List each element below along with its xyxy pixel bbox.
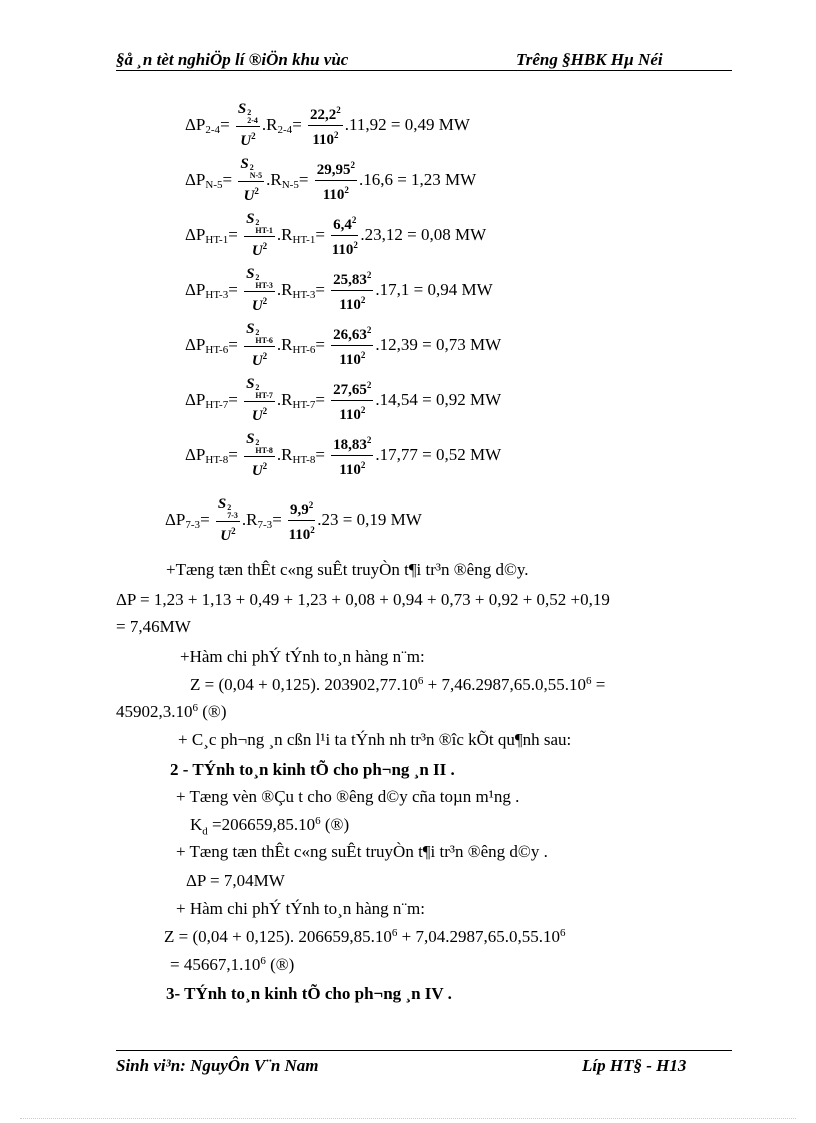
- loss-total-heading: +Tæng tæn thÊt c«ng suÊt truyÒn t¶i tr³n ®êng d©y.: [166, 560, 529, 579]
- eq-equals: =: [315, 225, 325, 244]
- eq-lhs: $\Delta P_{HT-6}$: [185, 334, 229, 356]
- eq-lhs: $\Delta P_{HT-7}$: [185, 389, 229, 411]
- eq-equals: =: [228, 280, 238, 299]
- value-fraction: $\frac{27,65^2}{110^2}$: [331, 376, 373, 424]
- eq-result: .23,12 = 0,08 MW: [360, 225, 487, 244]
- eq-lhs: $\Delta P_{HT-3}$: [185, 279, 229, 301]
- cost-formula-result-2: = $45667,1.10^6$ (®): [170, 955, 295, 974]
- loss-equation: [185, 155, 476, 205]
- loss-equation: [185, 100, 470, 150]
- power-fraction: S 2 HT-8 $U^2$: [246, 431, 273, 479]
- eq-lhs: $\Delta P_{N-5}$: [185, 169, 223, 191]
- loss-equation: [185, 265, 493, 315]
- eq-lhs: $\Delta P_{HT-1}$: [185, 224, 229, 246]
- power-fraction: S 2 HT-6 $U^2$: [246, 321, 273, 369]
- cost-function-heading: +Hàm chi phÝ tÝnh to¸n hàng n¨m:: [180, 647, 425, 666]
- page-bottom-border: [20, 1118, 796, 1119]
- loss-equation: [185, 430, 501, 480]
- eq-equals: =: [228, 390, 238, 409]
- eq-equals: =: [315, 280, 325, 299]
- eq-equals: =: [228, 335, 238, 354]
- footer-right: Líp HT§ - H13: [582, 1056, 687, 1075]
- eq-lhs: $\Delta P_{7-3}$: [165, 509, 201, 531]
- loss-sum-line: ΔP = 1,23 + 1,13 + 0,49 + 1,23 + 0,08 + 0,94 + 0,73 + 0,92 + 0,52 +0,19: [116, 590, 610, 609]
- eq-equals: =: [228, 225, 238, 244]
- investment-heading: + Tæng vèn ®Çu t cho ®êng d©y cña toµn m¹ng .: [176, 787, 520, 806]
- loss-value-2: ΔP = 7,04MW: [186, 871, 285, 890]
- eq-result: .14,54 = 0,92 MW: [375, 390, 502, 409]
- power-fraction: S 2 HT-1 $U^2$: [246, 211, 273, 259]
- eq-resistance: $.R_{HT-1}$: [276, 224, 316, 246]
- eq-equals: =: [315, 335, 325, 354]
- eq-resistance: $.R_{HT-3}$: [276, 279, 316, 301]
- header-left: §å ¸n tèt nghiÖp lí ®iÖn khu vùc: [116, 50, 349, 69]
- footer-left: Sinh vi³n: NguyÔn V¨n Nam: [116, 1056, 319, 1075]
- eq-equals: =: [200, 510, 210, 529]
- eq-resistance: $.R_{7-3}$: [241, 509, 273, 531]
- eq-equals: =: [315, 445, 325, 464]
- loss-sum-result: = 7,46MW: [116, 617, 191, 636]
- cost-function-heading-2: + Hàm chi phÝ tÝnh to¸n hàng n¨m:: [176, 899, 425, 918]
- eq-lhs: $\Delta P_{2-4}$: [185, 114, 221, 136]
- power-fraction: S 2 HT-3 $U^2$: [246, 266, 273, 314]
- eq-result: .11,92 = 0,49 MW: [344, 115, 470, 134]
- value-fraction: $\frac{18,83^2}{110^2}$: [331, 431, 373, 479]
- loss-equation: [185, 375, 501, 425]
- eq-resistance: $.R_{2-4}$: [261, 114, 293, 136]
- eq-equals: =: [298, 170, 309, 189]
- power-fraction: S 2 HT-7 $U^2$: [246, 376, 273, 424]
- eq-resistance: $.R_{HT-6}$: [276, 334, 316, 356]
- eq-equals: =: [315, 390, 325, 409]
- investment-value: $K_d =206659,85.10^6$ (®): [190, 815, 350, 838]
- footer-rule: [116, 1050, 732, 1051]
- value-fraction: $\frac{26,63^2}{110^2}$: [331, 321, 373, 369]
- value-fraction: $\frac{29,95^2}{110^2}$: [315, 156, 357, 204]
- power-fraction: S 2 N-5 $U^2$: [240, 156, 263, 204]
- eq-equals: =: [292, 115, 302, 134]
- power-fraction: S 2 2-4 $U^2$: [237, 101, 258, 149]
- power-fraction: S 2 7-3 $U^2$: [217, 496, 238, 544]
- value-fraction: $\frac{25,83^2}{110^2}$: [331, 266, 373, 314]
- eq-result: .23 = 0,19 MW: [317, 510, 422, 529]
- section-3-heading: 3- TÝnh to¸n kinh tÕ cho ph¬ng ¸n IV .: [166, 984, 452, 1003]
- value-fraction: $\frac{22,2^2}{110^2}$: [308, 101, 343, 149]
- eq-equals: =: [220, 115, 230, 134]
- eq-result: .17,77 = 0,52 MW: [375, 445, 502, 464]
- value-fraction: $\frac{6,4^2}{110^2}$: [331, 211, 358, 259]
- header-right: Trêng §HBK Hµ Néi: [516, 50, 663, 69]
- loss-equation: [165, 495, 422, 545]
- eq-resistance: $.R_{N-5}$: [266, 169, 299, 191]
- loss-heading-2: + Tæng tæn thÊt c«ng suÊt truyÒn t¶i tr³n ®êng d©y .: [176, 842, 548, 861]
- section-2-heading: 2 - TÝnh to¸n kinh tÕ cho ph¬ng ¸n II .: [170, 760, 455, 779]
- eq-equals: =: [222, 170, 233, 189]
- eq-lhs: $\Delta P_{HT-8}$: [185, 444, 229, 466]
- cost-formula-line: Z = (0,04 + 0,125). $203902,77.10^6 + 7,46.2987,65.0,55.10^6$ =: [190, 675, 606, 694]
- cost-formula-result: 45902,3.10$^6$ (®): [116, 702, 227, 721]
- eq-equals: =: [272, 510, 282, 529]
- eq-resistance: $.R_{HT-7}$: [276, 389, 316, 411]
- header-rule: [116, 70, 732, 71]
- value-fraction: $\frac{9,9^2}{110^2}$: [288, 496, 315, 544]
- remaining-options-note: + C¸c ph¬ng ¸n cßn l¹i ta tÝnh nh tr³n ®îc kÕt qu¶nh sau:: [178, 730, 572, 749]
- loss-equation: [185, 210, 486, 260]
- eq-resistance: $.R_{HT-8}$: [276, 444, 316, 466]
- cost-formula-line-2: Z = (0,04 + 0,125). $206659,85.10^6 + 7,04.2987,65.0,55.10^6$: [164, 927, 566, 946]
- loss-equation: [185, 320, 501, 370]
- eq-result: .16,6 = 1,23 MW: [358, 170, 477, 189]
- eq-result: .17,1 = 0,94 MW: [375, 280, 493, 299]
- eq-equals: =: [228, 445, 238, 464]
- eq-result: .12,39 = 0,73 MW: [375, 335, 502, 354]
